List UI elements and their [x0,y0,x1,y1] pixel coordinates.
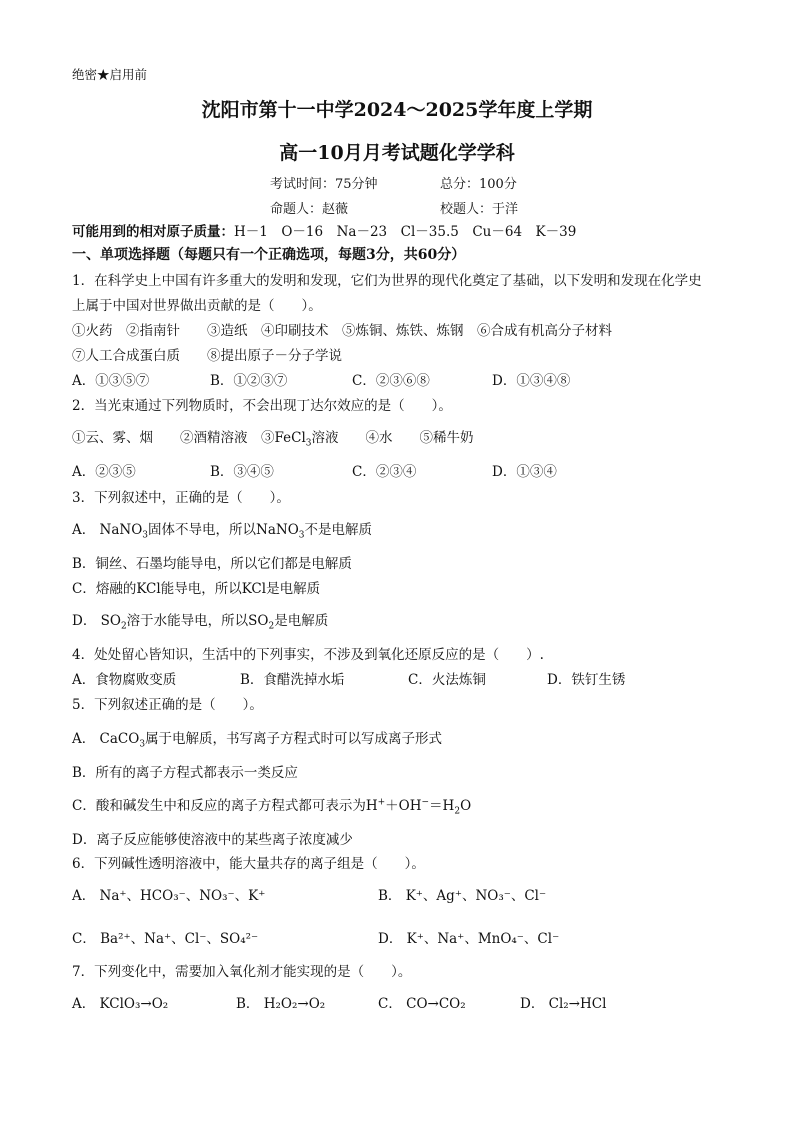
q3-a-sub: 3 [142,530,149,541]
q3-a-text: 固体不导电，所以NaNO [148,522,299,538]
q3-option-b[interactable]: B．铜丝、石墨均能导电，所以它们都是电解质 [72,556,352,572]
q3-d-text: D． SO [72,613,121,629]
q2-stem: 2．当光束通过下列物质时，不会出现丁达尔效应的是（ ）。 [72,398,452,414]
q5-option-b[interactable]: B．所有的离子方程式都表示一类反应 [72,765,298,781]
q3-option-a[interactable] [72,521,372,539]
q5-c-sup: − [421,797,430,808]
q3-a-text: 不是电解质 [304,522,373,538]
q5-option-c[interactable] [72,797,471,815]
q6-stem: 6．下列碱性透明溶液中，能大量共存的离子组是（ ）。 [72,856,425,872]
q6-option-a[interactable]: A． Na⁺、HCO₃⁻、NO₃⁻、K⁺ [72,888,266,904]
q1-option-b[interactable]: B．①②③⑦ [210,373,288,389]
q7-option-a[interactable]: A． KClO₃→O₂ [72,996,169,1012]
q7-stem: 7．下列变化中，需要加入氧化剂才能实现的是（ ）。 [72,964,412,980]
q3-d-text: 溶于水能导电，所以SO [126,613,269,629]
q4-option-a[interactable]: A．食物腐败变质 [72,672,177,688]
q5-c-text: ＝H [429,798,455,814]
q5-option-d[interactable]: D．离子反应能够使溶液中的某些离子浓度减少 [72,832,353,848]
q5-a-text: A． CaCO [72,731,140,747]
q1-items-line2: ⑦人工合成蛋白质 ⑧提出原子－分子学说 [72,348,342,364]
secret-label: 绝密★启用前 [72,67,148,82]
q7-option-b[interactable]: B． H₂O₂→O₂ [236,996,326,1012]
exam-author: 命题人：赵薇 [270,202,349,217]
exam-checker: 校题人：于洋 [440,202,519,217]
q5-c-sub: 2 [454,806,461,817]
q1-option-c[interactable]: C．②③⑥⑧ [352,373,430,389]
q1-option-a[interactable]: A．①③⑤⑦ [72,373,150,389]
q4-option-c[interactable]: C．火法炼铜 [408,672,486,688]
q2-items-sub: 3 [305,438,312,449]
q3-d-text: 是电解质 [274,613,329,629]
q3-d-sub: 2 [120,621,127,632]
atomic-mass-values: H－1 O－16 Na－23 Cl－35.5 Cu－64 K－39 [234,224,577,240]
q5-c-text: ＋OH [385,798,422,814]
q1-items-line1: ①火药 ②指南针 ③造纸 ④印刷技术 ⑤炼铜、炼铁、炼钢 ⑥合成有机高分子材料 [72,323,612,339]
atomic-mass-line [72,223,576,241]
total-score: 总分：100分 [440,177,517,192]
q5-a-text: 属于电解质，书写离子方程式时可以写成离子形式 [145,731,443,747]
q6-option-c[interactable]: C． Ba²⁺、Na⁺、Cl⁻、SO₄²⁻ [72,931,259,947]
exam-title-line2: 高一10月月考试题化学学科 [279,142,515,164]
q2-items [72,429,474,447]
q3-stem: 3．下列叙述中，正确的是（ ）。 [72,490,290,506]
section-heading: 一、单项选择题（每题只有一个正确选项，每题3分，共60分） [72,247,466,263]
q5-stem: 5．下列叙述正确的是（ ）。 [72,697,263,713]
q3-a-text: A． NaNO [72,522,143,538]
q7-option-d[interactable]: D． Cl₂→HCl [520,996,607,1012]
q6-option-b[interactable]: B． K⁺、Ag⁺、NO₃⁻、Cl⁻ [378,888,547,904]
exam-time: 考试时间：75分钟 [270,177,378,192]
q1-option-d[interactable]: D．①③④⑧ [492,373,571,389]
q2-items-part: ①云、雾、烟 ②酒精溶液 ③FeCl [72,430,306,446]
exam-title-line1: 沈阳市第十一中学2024～2025学年度上学期 [201,99,593,121]
q5-c-text: O [460,798,472,814]
atomic-mass-label: 可能用到的相对原子质量： [72,224,234,240]
q1-stem-line1: 1．在科学史上中国有许多重大的发明和发现，它们为世界的现代化奠定了基础，以下发明和发现在化学史 [72,273,702,289]
q6-option-d[interactable]: D． K⁺、Na⁺、MnO₄⁻、Cl⁻ [378,931,560,947]
q2-option-b[interactable]: B．③④⑤ [210,464,274,480]
q5-a-sub: 3 [139,739,146,750]
q4-option-b[interactable]: B．食醋洗掉水垢 [240,672,345,688]
q2-option-d[interactable]: D．①③④ [492,464,557,480]
q3-d-sub: 2 [268,621,275,632]
q2-option-c[interactable]: C．②③④ [352,464,417,480]
q5-c-sup: + [377,797,386,808]
q5-option-a[interactable] [72,730,442,748]
q5-c-text: C．酸和碱发生中和反应的离子方程式都可表示为H [72,798,378,814]
q2-option-a[interactable]: A．②③⑤ [72,464,136,480]
q3-option-d[interactable] [72,612,328,630]
q3-a-sub: 3 [298,530,305,541]
q1-stem-line2: 上属于中国对世界做出贡献的是（ ）。 [72,298,322,314]
q2-items-part: 溶液 ④水 ⑤稀牛奶 [311,430,474,446]
q3-option-c[interactable]: C．熔融的KCl能导电，所以KCl是电解质 [72,581,321,597]
q7-option-c[interactable]: C． CO→CO₂ [378,996,466,1012]
q4-stem: 4．处处留心皆知识，生活中的下列事实，不涉及到氧化还原反应的是（ ）. [72,647,544,663]
q4-option-d[interactable]: D．铁钉生锈 [547,672,626,688]
